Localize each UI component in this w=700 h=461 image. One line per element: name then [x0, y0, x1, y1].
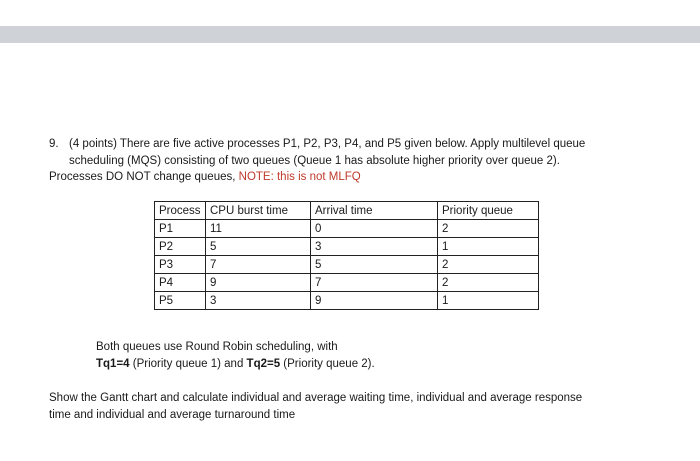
instructions-text — [49, 390, 669, 423]
cell-arrival: 0 — [311, 220, 438, 238]
cell-process: P3 — [155, 256, 206, 274]
rr-line-1: Both queues use Round Robin scheduling, with — [96, 341, 338, 353]
cell-arrival: 7 — [311, 274, 438, 292]
cell-priority: 2 — [438, 220, 539, 238]
table-row — [155, 256, 539, 274]
question-line-3-text: Processes DO NOT change queues, — [49, 171, 236, 183]
cell-priority: 1 — [438, 238, 539, 256]
table-row — [155, 220, 539, 238]
cell-cpu-burst: 7 — [206, 256, 311, 274]
table-row — [155, 238, 539, 256]
note-text: NOTE: this is not MLFQ — [238, 171, 361, 183]
question-line-2: scheduling (MQS) consisting of two queues (Queue 1 has absolute higher priority over queue 2). — [69, 154, 560, 167]
header-priority: Priority queue — [438, 202, 539, 220]
rr-line-2 — [96, 356, 375, 373]
round-robin-text — [96, 339, 375, 372]
header-process: Process — [155, 202, 206, 220]
tq2-value: Tq2=5 — [246, 357, 281, 370]
cell-priority: 1 — [438, 292, 539, 310]
question-number: 9. — [49, 138, 59, 150]
table-row — [155, 274, 539, 292]
tq2-text: (Priority queue 2). — [280, 357, 375, 370]
table-header-row — [155, 202, 539, 220]
cell-cpu-burst: 5 — [206, 238, 311, 256]
cell-arrival: 5 — [311, 256, 438, 274]
cell-cpu-burst: 3 — [206, 292, 311, 310]
question-line-3 — [49, 169, 669, 186]
cell-cpu-burst: 11 — [206, 220, 311, 238]
header-arrival: Arrival time — [311, 202, 438, 220]
question-text — [49, 136, 669, 186]
tq1-text: (Priority queue 1) and — [129, 357, 247, 370]
instructions-line-1: Show the Gantt chart and calculate individual and average waiting time, individual and average response — [49, 392, 583, 404]
cell-priority: 2 — [438, 274, 539, 292]
cell-process: P5 — [155, 292, 206, 310]
process-table — [154, 201, 539, 310]
cell-cpu-burst: 9 — [206, 274, 311, 292]
header-cpu-burst: CPU burst time — [206, 202, 311, 220]
tq1-value: Tq1=4 — [96, 357, 130, 370]
question-line-1-text: (4 points) There are five active processes P1, P2, P3, P4, and P5 given below. Apply multilevel queue — [69, 138, 586, 150]
instructions-line-2: time and individual and average turnaround time — [49, 408, 296, 421]
table-row — [155, 292, 539, 310]
top-banner — [0, 26, 700, 43]
question-line-1 — [49, 136, 669, 153]
cell-process: P4 — [155, 274, 206, 292]
cell-arrival: 3 — [311, 238, 438, 256]
cell-process: P2 — [155, 238, 206, 256]
cell-arrival: 9 — [311, 292, 438, 310]
cell-process: P1 — [155, 220, 206, 238]
cell-priority: 2 — [438, 256, 539, 274]
